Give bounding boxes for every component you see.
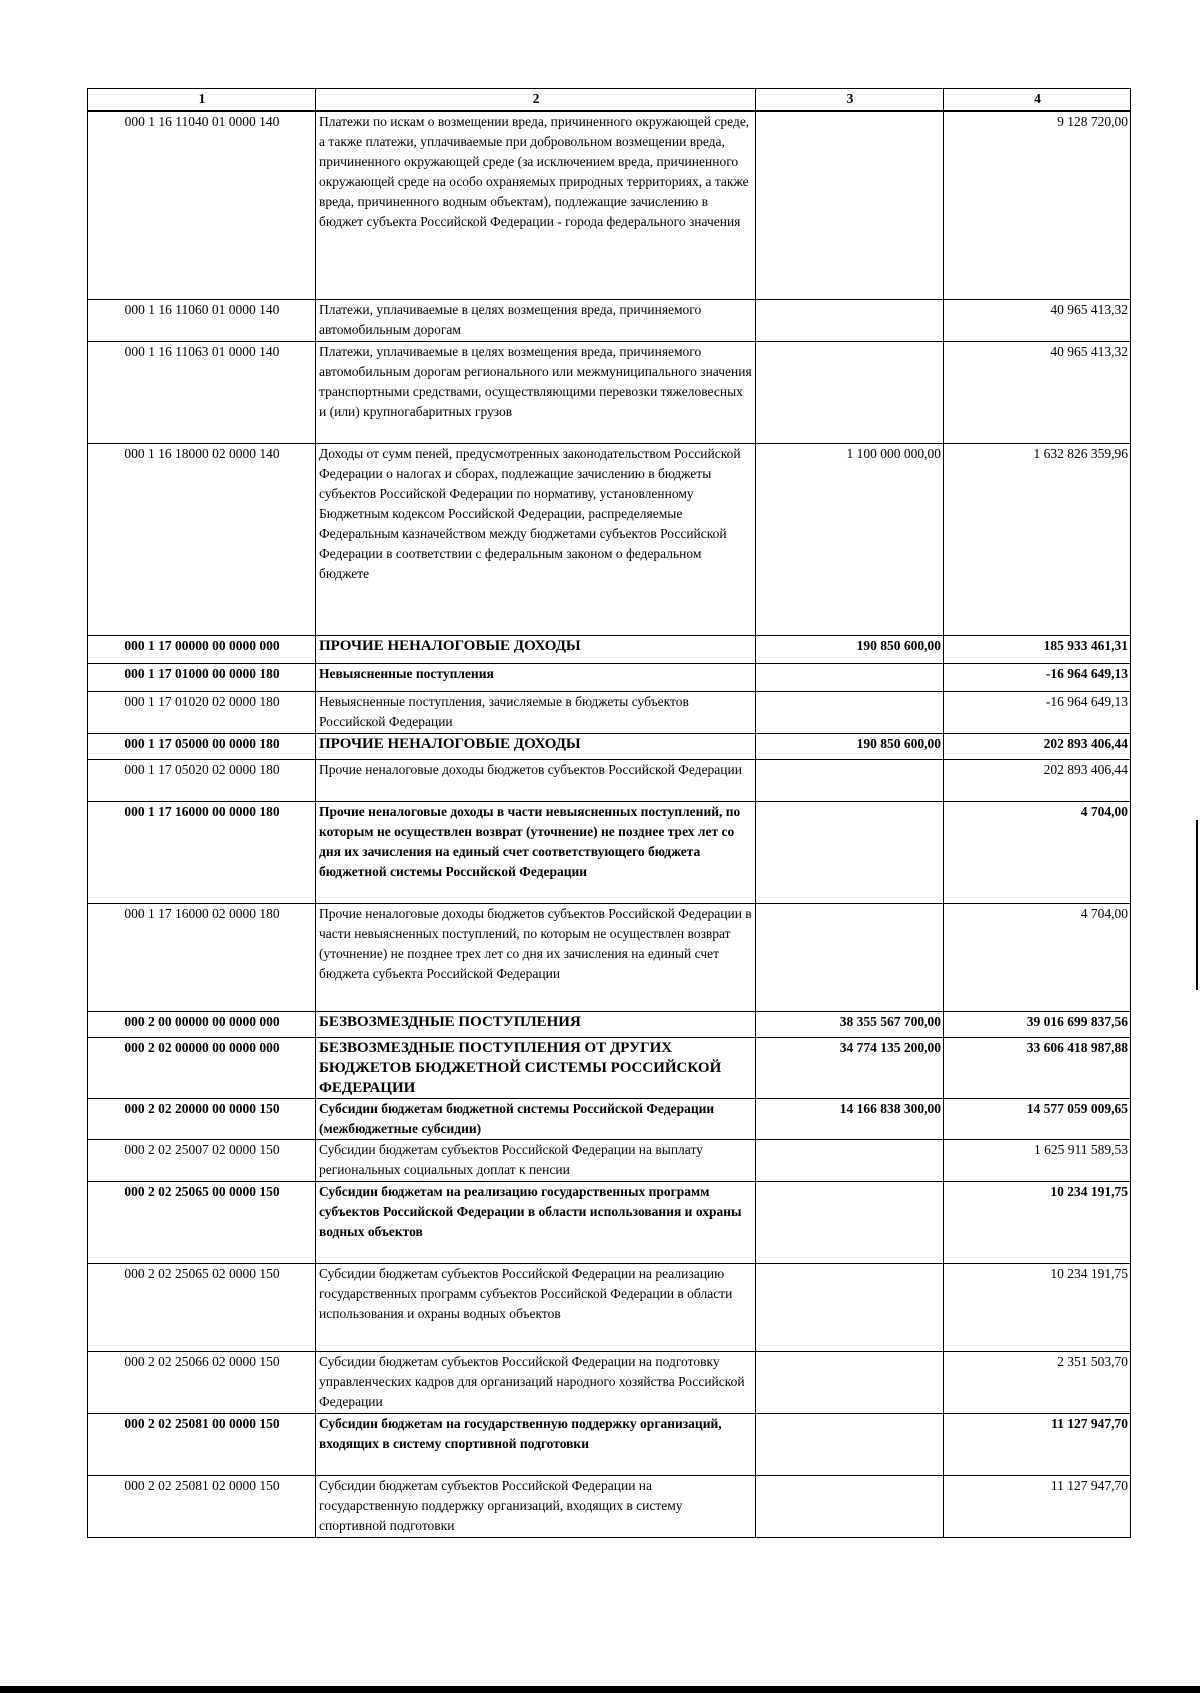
table-row xyxy=(88,1263,1131,1351)
row-name: Невыясненные поступления xyxy=(316,663,756,691)
row-code: 000 1 16 11060 01 0000 140 xyxy=(88,299,316,341)
row-name: ПРОЧИЕ НЕНАЛОГОВЫЕ ДОХОДЫ xyxy=(316,733,756,759)
row-code: 000 2 02 00000 00 0000 000 xyxy=(88,1037,316,1098)
row-fact: 11 127 947,70 xyxy=(944,1413,1131,1475)
row-fact: 4 704,00 xyxy=(944,801,1131,903)
row-plan xyxy=(756,1139,944,1181)
row-fact: -16 964 649,13 xyxy=(944,663,1131,691)
row-code: 000 1 17 05020 02 0000 180 xyxy=(88,759,316,801)
row-plan xyxy=(756,801,944,903)
table-row xyxy=(88,1139,1131,1181)
row-plan xyxy=(756,299,944,341)
row-fact: 39 016 699 837,56 xyxy=(944,1011,1131,1037)
row-plan xyxy=(756,1351,944,1413)
row-code: 000 2 02 25066 02 0000 150 xyxy=(88,1351,316,1413)
row-code: 000 1 17 16000 00 0000 180 xyxy=(88,801,316,903)
table-row xyxy=(88,341,1131,443)
row-code: 000 1 17 01020 02 0000 180 xyxy=(88,691,316,733)
row-fact: 4 704,00 xyxy=(944,903,1131,1011)
row-code: 000 1 17 05000 00 0000 180 xyxy=(88,733,316,759)
row-fact: 9 128 720,00 xyxy=(944,111,1131,299)
revenue-table xyxy=(87,88,1131,1538)
row-name: Субсидии бюджетам на государственную поддержку организаций, входящих в систему спортивной подготовки xyxy=(316,1413,756,1475)
row-name: Платежи, уплачиваемые в целях возмещения вреда, причиняемого автомобильным дорогам xyxy=(316,299,756,341)
row-plan: 38 355 567 700,00 xyxy=(756,1011,944,1037)
row-fact: 202 893 406,44 xyxy=(944,759,1131,801)
row-plan xyxy=(756,1475,944,1537)
table-row xyxy=(88,759,1131,801)
table-row xyxy=(88,1037,1131,1098)
row-plan: 14 166 838 300,00 xyxy=(756,1098,944,1139)
row-code: 000 1 17 16000 02 0000 180 xyxy=(88,903,316,1011)
row-fact: 1 625 911 589,53 xyxy=(944,1139,1131,1181)
table-row xyxy=(88,691,1131,733)
row-name: Субсидии бюджетам бюджетной системы Российской Федерации (межбюджетные субсидии) xyxy=(316,1098,756,1139)
table-row xyxy=(88,111,1131,299)
row-name: Прочие неналоговые доходы в части невыясненных поступлений, по которым не осуществлен возврат (уточнение) не позднее трех лет со дня их зачисления на единый счет соответствующего бюджета бюджетной системы Российской Федерации xyxy=(316,801,756,903)
row-plan: 190 850 600,00 xyxy=(756,733,944,759)
row-name: Субсидии бюджетам на реализацию государственных программ субъектов Российской Федерации в области использования и охраны водных объектов xyxy=(316,1181,756,1263)
table-row xyxy=(88,801,1131,903)
row-fact: 40 965 413,32 xyxy=(944,341,1131,443)
row-code: 000 2 02 25007 02 0000 150 xyxy=(88,1139,316,1181)
row-name: Субсидии бюджетам субъектов Российской Федерации на реализацию государственных программ субъектов Российской Федерации в области использования и охраны водных объектов xyxy=(316,1263,756,1351)
table-row xyxy=(88,1351,1131,1413)
row-name: Платежи по искам о возмещении вреда, причиненного окружающей среде, а также платежи, уплачиваемые при добровольном возмещении вреда, причиненного окружающей среде (за исключением вреда, причиненного окружающей среде на особо охраняемых природных территориях, а также вреда, причиненного водным объектам), подлежащие зачислению в бюджет субъекта Российской Федерации - города федерального значения xyxy=(316,111,756,299)
table-row xyxy=(88,1475,1131,1537)
row-plan xyxy=(756,1181,944,1263)
row-plan: 34 774 135 200,00 xyxy=(756,1037,944,1098)
row-code: 000 1 17 01000 00 0000 180 xyxy=(88,663,316,691)
row-name: БЕЗВОЗМЕЗДНЫЕ ПОСТУПЛЕНИЯ xyxy=(316,1011,756,1037)
column-header-3: 3 xyxy=(756,89,944,112)
table-row xyxy=(88,1181,1131,1263)
row-code: 000 2 02 25065 00 0000 150 xyxy=(88,1181,316,1263)
row-code: 000 1 16 18000 02 0000 140 xyxy=(88,443,316,635)
column-header-4: 4 xyxy=(944,89,1131,112)
table-row xyxy=(88,1413,1131,1475)
row-fact: 11 127 947,70 xyxy=(944,1475,1131,1537)
row-fact: 2 351 503,70 xyxy=(944,1351,1131,1413)
row-code: 000 2 00 00000 00 0000 000 xyxy=(88,1011,316,1037)
row-fact: 1 632 826 359,96 xyxy=(944,443,1131,635)
table-row xyxy=(88,733,1131,759)
row-plan xyxy=(756,1263,944,1351)
row-plan: 1 100 000 000,00 xyxy=(756,443,944,635)
row-name: Невыясненные поступления, зачисляемые в бюджеты субъектов Российской Федерации xyxy=(316,691,756,733)
row-fact: 10 234 191,75 xyxy=(944,1263,1131,1351)
row-plan xyxy=(756,903,944,1011)
table-row xyxy=(88,635,1131,663)
row-plan xyxy=(756,663,944,691)
row-plan xyxy=(756,691,944,733)
scan-edge-mark xyxy=(1196,820,1198,990)
row-plan xyxy=(756,759,944,801)
row-code: 000 2 02 25081 02 0000 150 xyxy=(88,1475,316,1537)
table-row xyxy=(88,443,1131,635)
row-name: Субсидии бюджетам субъектов Российской Федерации на выплату региональных социальных доплат к пенсии xyxy=(316,1139,756,1181)
row-code: 000 1 16 11063 01 0000 140 xyxy=(88,341,316,443)
table-row xyxy=(88,299,1131,341)
row-plan xyxy=(756,111,944,299)
table-row xyxy=(88,663,1131,691)
row-fact: 33 606 418 987,88 xyxy=(944,1037,1131,1098)
row-plan: 190 850 600,00 xyxy=(756,635,944,663)
table-body xyxy=(88,111,1131,1537)
row-name: Субсидии бюджетам субъектов Российской Федерации на государственную поддержку организаций, входящих в систему спортивной подготовки xyxy=(316,1475,756,1537)
row-code: 000 2 02 25081 00 0000 150 xyxy=(88,1413,316,1475)
row-code: 000 1 16 11040 01 0000 140 xyxy=(88,111,316,299)
row-name: Субсидии бюджетам субъектов Российской Федерации на подготовку управленческих кадров для организаций народного хозяйства Российской Федерации xyxy=(316,1351,756,1413)
row-plan xyxy=(756,1413,944,1475)
row-name: Доходы от сумм пеней, предусмотренных законодательством Российской Федерации о налогах и сборах, подлежащие зачислению в бюджеты субъектов Российской Федерации по нормативу, установленному Бюджетным кодексом Российской Федерации, распределяемые Федеральным казначейством между бюджетами субъектов Российской Федерации в соответствии с федеральным законом о федеральном бюджете xyxy=(316,443,756,635)
column-header-1: 1 xyxy=(88,89,316,112)
row-name: Прочие неналоговые доходы бюджетов субъектов Российской Федерации в части невыясненных поступлений, по которым не осуществлен возврат (уточнение) не позднее трех лет со дня их зачисления на единый счет бюджета субъекта Российской Федерации xyxy=(316,903,756,1011)
row-name: Прочие неналоговые доходы бюджетов субъектов Российской Федерации xyxy=(316,759,756,801)
row-fact: 40 965 413,32 xyxy=(944,299,1131,341)
table-row xyxy=(88,1011,1131,1037)
row-name: ПРОЧИЕ НЕНАЛОГОВЫЕ ДОХОДЫ xyxy=(316,635,756,663)
row-name: БЕЗВОЗМЕЗДНЫЕ ПОСТУПЛЕНИЯ ОТ ДРУГИХ БЮДЖЕТОВ БЮДЖЕТНОЙ СИСТЕМЫ РОССИЙСКОЙ ФЕДЕРАЦИИ xyxy=(316,1037,756,1098)
row-name: Платежи, уплачиваемые в целях возмещения вреда, причиняемого автомобильным дорогам регионального или межмуниципального значения транспортными средствами, осуществляющими перевозки тяжеловесных и (или) крупногабаритных грузов xyxy=(316,341,756,443)
row-code: 000 2 02 25065 02 0000 150 xyxy=(88,1263,316,1351)
header-row xyxy=(88,89,1131,112)
table-row xyxy=(88,1098,1131,1139)
table-row xyxy=(88,903,1131,1011)
row-fact: 14 577 059 009,65 xyxy=(944,1098,1131,1139)
row-code: 000 2 02 20000 00 0000 150 xyxy=(88,1098,316,1139)
row-code: 000 1 17 00000 00 0000 000 xyxy=(88,635,316,663)
row-fact: 10 234 191,75 xyxy=(944,1181,1131,1263)
table-header xyxy=(88,89,1131,112)
row-fact: 202 893 406,44 xyxy=(944,733,1131,759)
scan-bottom-edge xyxy=(0,1686,1200,1693)
row-fact: 185 933 461,31 xyxy=(944,635,1131,663)
row-plan xyxy=(756,341,944,443)
row-fact: -16 964 649,13 xyxy=(944,691,1131,733)
column-header-2: 2 xyxy=(316,89,756,112)
